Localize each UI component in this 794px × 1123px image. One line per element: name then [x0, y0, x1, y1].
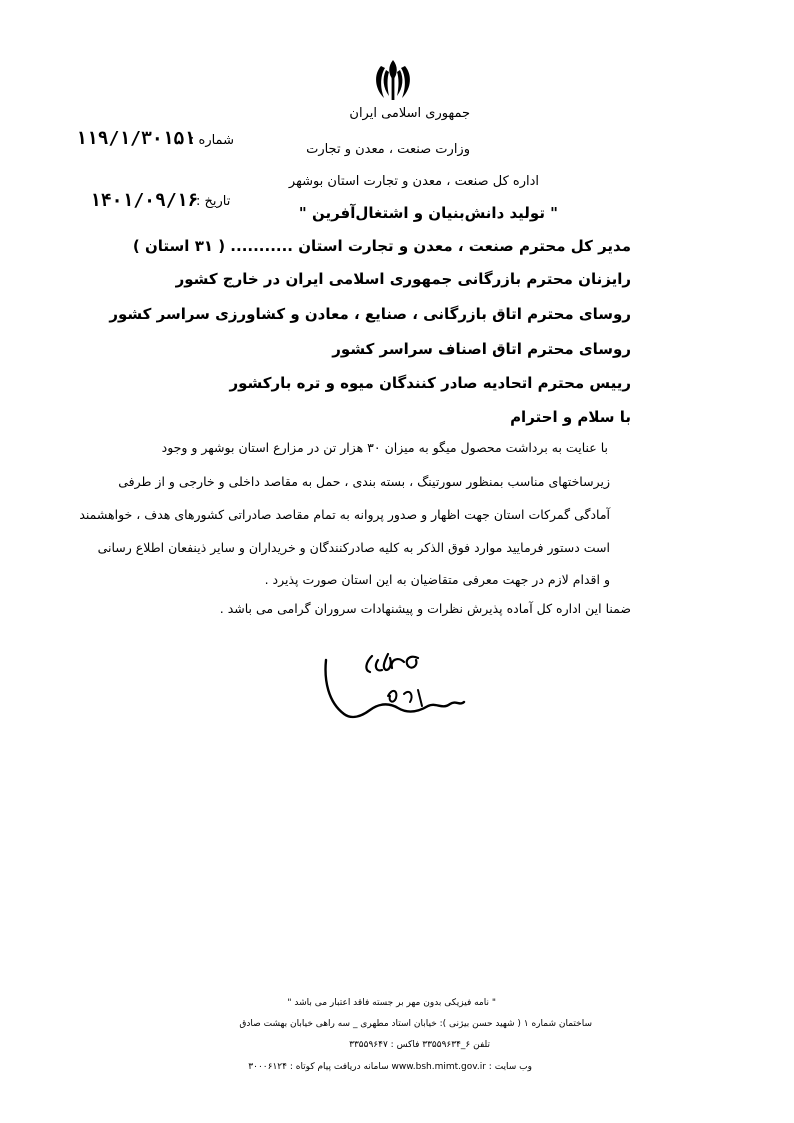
addressee-line: ریيس محترم اتحادیه صادر کنندگان میوه و تره بارکشور	[229, 374, 631, 392]
footer-phone-fax: تلفن ۶_۳۳۵۵۹۶۳۴ فاکس : ۳۳۵۵۹۶۴۷	[349, 1040, 490, 1050]
footer-validity-note: " نامه فیزیکی بدون مهر بر جسته فاقد اعتبار می باشد "	[287, 998, 496, 1008]
letter-number-value: ۱۱۹/۱/۳۰۱۵۱	[76, 128, 196, 149]
footer-address: ساختمان شماره ۱ ( شهید حسن بیژنی ): خیابان استاد مطهری _ سه راهی خیابان بهشت صادق	[239, 1019, 592, 1029]
greeting: با سلام و احترام	[510, 408, 631, 426]
body-line: با عنایت به برداشت محصول میگو به میزان ۳۰ هزار تن در مزارع استان بوشهر و وجود	[161, 440, 608, 455]
letter-number-label: شماره :	[190, 133, 234, 148]
addressee-line: مدیر کل محترم صنعت ، معدن و تجارت استان ........... ( ۳۱ استان )	[132, 237, 631, 255]
letter-date-value: ۱۴۰۱/۰۹/۱۶	[90, 190, 199, 211]
handwritten-signature	[318, 640, 468, 730]
addressee-line: روسای محترم اتاق اصناف سراسر کشور	[332, 340, 631, 358]
addressee-line: روسای محترم اتاق بازرگانی ، صنایع ، معادن و کشاورزی سراسر کشور	[109, 305, 631, 323]
letter-date-label: تاریخ :	[196, 194, 231, 209]
header-department: اداره کل صنعت ، معدن و تجارت استان بوشهر	[288, 174, 539, 189]
addressee-line: رایزنان محترم بازرگانی جمهوری اسلامی ایران در خارج کشور	[175, 270, 631, 288]
body-line: آمادگی گمرکات استان جهت اظهار و صدور پروانه به تمام مقاصد صادراتی کشورهای هدف ، خواهشمند	[79, 507, 610, 522]
body-line: ضمنا این اداره کل آماده پذیرش نظرات و پیشنهادات سروران گرامی می باشد .	[219, 601, 631, 616]
footer-website-sms: وب سایت : www.bsh.mimt.gov.ir سامانه دریافت پیام کوتاه : ۳۰۰۰۶۱۲۴	[248, 1062, 532, 1072]
iran-emblem-icon	[372, 58, 414, 102]
header-ministry: وزارت صنعت ، معدن و تجارت	[306, 142, 470, 157]
body-line: است دستور فرمایید موارد فوق الذکر به کلیه صادرکنندگان و خریداران و سایر ذینفعان اطلاع رسانی	[97, 540, 610, 555]
body-line: و اقدام لازم در جهت معرفی متقاضیان به این استان صورت پذیرد .	[264, 572, 610, 587]
slogan: " تولید دانش‌بنیان و اشتغال‌آفرین "	[298, 204, 558, 222]
body-line: زیرساختهای مناسب بمنظور سورتینگ ، بسته بندی ، حمل به مقاصد داخلی و خارجی و از طرفی	[118, 474, 610, 489]
header-country: جمهوری اسلامی ایران	[349, 106, 470, 121]
